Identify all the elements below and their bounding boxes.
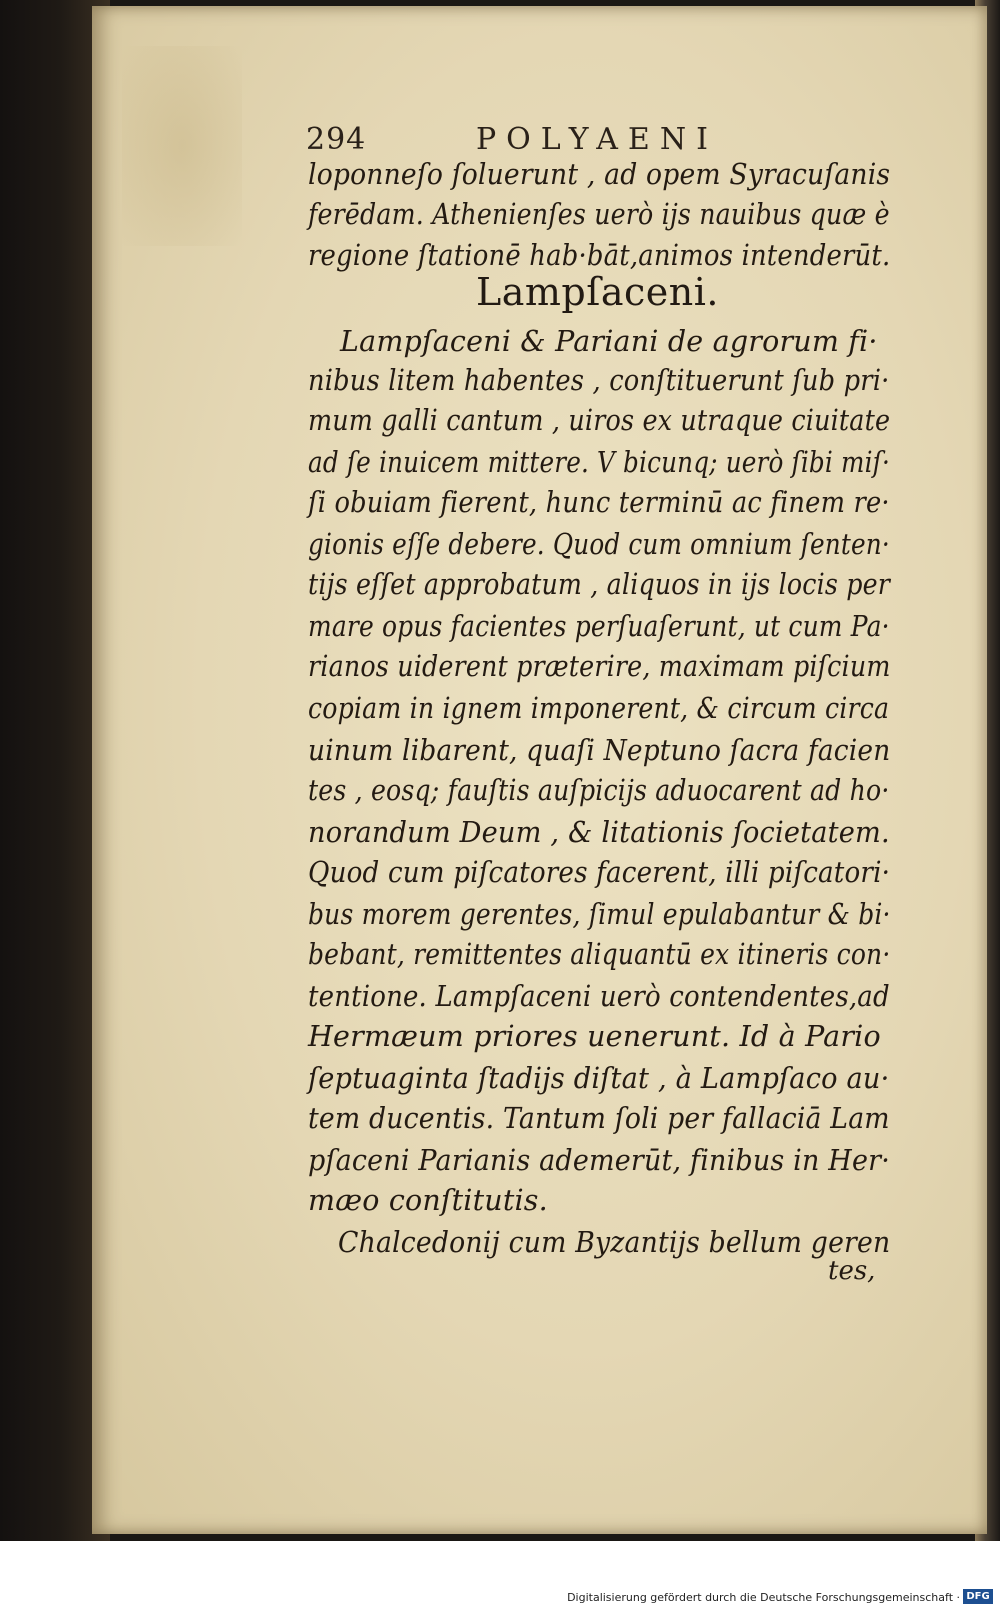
- book-page: [92, 6, 987, 1534]
- text-line: bebant, remittentes aliquantū ex itineris con·: [308, 938, 891, 971]
- text-line: loponneſo ſoluerunt , ad opem Syracuſanis: [308, 158, 891, 191]
- text-line: tijs eſſet approbatum , aliquos in ijs locis per: [308, 568, 890, 601]
- text-line: ad ſe inuicem mittere. V bicunq; uerò ſibi miſ·: [308, 446, 890, 479]
- text-line: Lampſaceni & Pariani de agrorum fi·: [340, 325, 878, 358]
- text-line: nibus litem habentes , conſtituerunt ſub pri·: [308, 364, 890, 397]
- text-line: bus morem gerentes, ſimul epulabantur & bi·: [308, 898, 891, 931]
- section-heading: Lampſaceni.: [476, 270, 719, 314]
- text-line: ſi obuiam fierent, hunc terminū ac finem re·: [308, 486, 890, 519]
- text-line: norandum Deum , & litationis ſocietatem.: [308, 816, 890, 849]
- catchword: tes,: [828, 1256, 876, 1286]
- text-line: mare opus facientes perſuaſerunt, ut cum Pa·: [308, 610, 890, 643]
- dfg-logo: DFG: [963, 1589, 993, 1604]
- text-line: tem ducentis. Tantum ſoli per fallaciā Lam: [308, 1102, 890, 1135]
- text-line: uinum libarent, quaſi Neptuno ſacra facien: [308, 734, 891, 767]
- text-line: mum galli cantum , uiros ex utraque ciuitate: [308, 404, 891, 437]
- text-line: Hermæum priores uenerunt. Id à Pario: [308, 1020, 881, 1053]
- text-line: gionis eſſe debere. Quod cum omnium ſenten·: [308, 528, 890, 561]
- text-line: Quod cum piſcatores facerent, illi piſcatori·: [308, 856, 891, 889]
- page-header: [218, 118, 898, 162]
- running-title: POLYAENI: [476, 122, 718, 157]
- text-line: regione ſtationē hab·bāt,animos intenderūt.: [308, 239, 891, 272]
- text-line: ſeptuaginta ſtadijs diſtat , à Lampſaco au·: [308, 1062, 890, 1095]
- text-line: rianos uiderent præterire, maximam piſcium: [308, 650, 891, 683]
- text-line: mæo conſtitutis.: [308, 1184, 548, 1217]
- text-line: copiam in ignem imponerent, & circum circa: [308, 692, 890, 725]
- text-line: ferēdam. Athenienſes uerò ijs nauibus quæ è: [308, 198, 890, 231]
- digitization-credit: Digitalisierung gefördert durch die Deutsche Forschungsgemeinschaft ·: [567, 1591, 960, 1604]
- text-line: tentione. Lampſaceni uerò contendentes,ad: [308, 980, 890, 1013]
- text-line: pſaceni Parianis ademerūt, finibus in Her·: [308, 1144, 890, 1177]
- text-line: tes , eosq; fauſtis auſpicijs aduocarent ad ho·: [308, 774, 890, 807]
- text-line: Chalcedonij cum Byzantijs bellum geren: [338, 1226, 891, 1259]
- page-number: 294: [306, 122, 367, 157]
